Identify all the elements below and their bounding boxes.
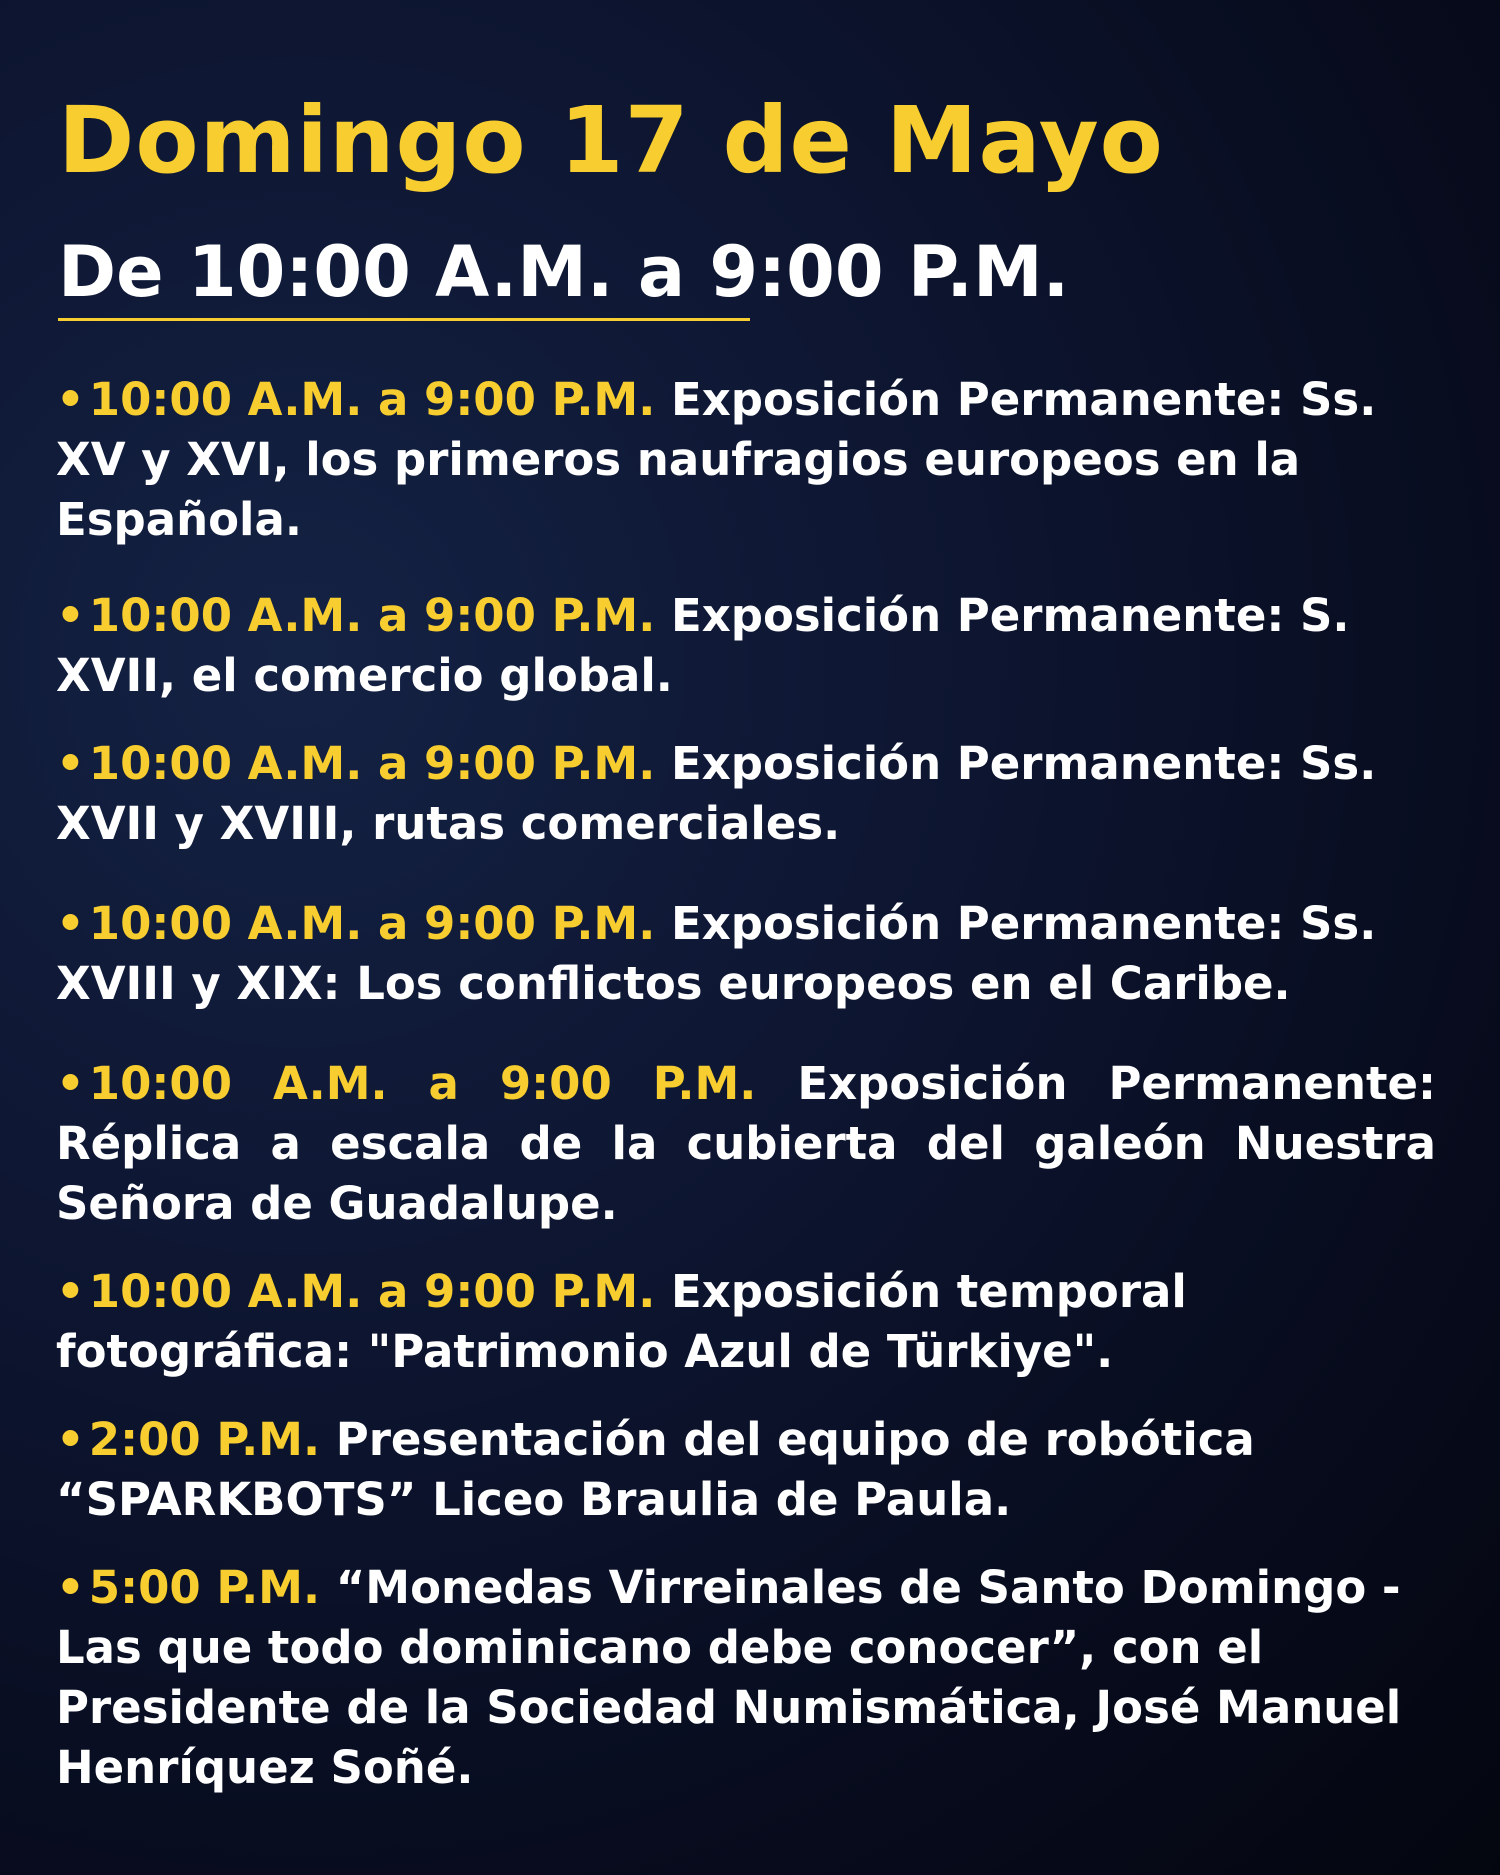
event-description: Exposición Permanente: S. XVII, el comercio global. (56, 589, 1350, 702)
event-item (56, 1410, 1436, 1530)
bullet-icon: • (56, 737, 85, 790)
event-description: Presentación del equipo de robótica “SPARKBOTS” Liceo Braulia de Paula. (56, 1413, 1255, 1526)
event-description: Exposición Permanente: Ss. XV y XVI, los primeros naufragios europeos en la Española. (56, 373, 1377, 546)
event-description: “Monedas Virreinales de Santo Domingo - Las que todo dominicano debe conocer”, con el Presidente de la Sociedad Numismática, José Manuel Henríquez Soñé. (56, 1561, 1402, 1794)
bullet-icon: • (56, 1265, 85, 1318)
event-time: 5:00 P.M. (88, 1561, 321, 1614)
bullet-icon: • (56, 373, 85, 426)
bullet-icon: • (56, 589, 85, 642)
event-item (56, 894, 1436, 1014)
event-time: 10:00 A.M. a 9:00 P.M. (88, 589, 656, 642)
event-item (56, 734, 1436, 854)
event-time: 10:00 A.M. a 9:00 P.M. (88, 1265, 656, 1318)
event-item (56, 1054, 1436, 1234)
bullet-icon: • (56, 1561, 85, 1614)
subtitle-underline (58, 318, 750, 321)
event-item (56, 1558, 1436, 1798)
bullet-icon: • (56, 1413, 85, 1466)
event-description: Exposición Permanente: Ss. XVIII y XIX: Los conflictos europeos en el Caribe. (56, 897, 1377, 1010)
schedule-hours: De 10:00 A.M. a 9:00 P.M. (58, 231, 1070, 313)
page-title: Domingo 17 de Mayo (58, 87, 1164, 194)
event-description: Exposición Permanente: Ss. XVII y XVIII, rutas comerciales. (56, 737, 1377, 850)
bullet-icon: • (56, 1057, 85, 1110)
event-item (56, 370, 1436, 550)
event-item (56, 1262, 1436, 1382)
event-list (56, 370, 1436, 1798)
event-time: 10:00 A.M. a 9:00 P.M. (88, 737, 656, 790)
event-time: 10:00 A.M. a 9:00 P.M. (88, 1057, 757, 1110)
event-time: 2:00 P.M. (88, 1413, 321, 1466)
event-description: Exposición temporal fotográfica: "Patrimonio Azul de Türkiye". (56, 1265, 1187, 1378)
bullet-icon: • (56, 897, 85, 950)
event-item (56, 586, 1436, 706)
event-time: 10:00 A.M. a 9:00 P.M. (88, 373, 656, 426)
event-description: Exposición Permanente: Réplica a escala de la cubierta del galeón Nuestra Señora de Guadalupe. (56, 1057, 1437, 1230)
event-time: 10:00 A.M. a 9:00 P.M. (88, 897, 656, 950)
